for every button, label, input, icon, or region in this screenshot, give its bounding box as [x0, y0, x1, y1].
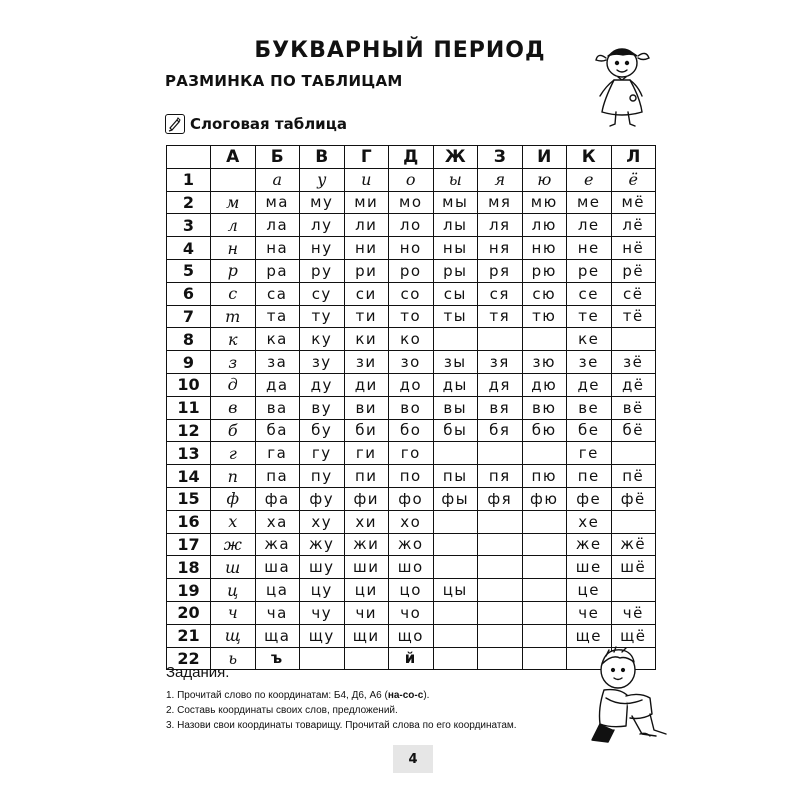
column-header: Ж: [433, 146, 478, 169]
syllable-cell: [522, 647, 567, 670]
syllable-cell: [522, 510, 567, 533]
boy-illustration: [576, 646, 672, 750]
column-header: К: [567, 146, 612, 169]
syllable-cell: зу: [300, 351, 345, 374]
syllable-cell: по: [389, 465, 434, 488]
syllable-cell: ба: [255, 419, 300, 442]
syllable-cell: ме: [567, 191, 612, 214]
syllable-cell: га: [255, 442, 300, 465]
row-number: 8: [167, 328, 211, 351]
syllable-cell: дю: [522, 373, 567, 396]
syllable-cell: не: [567, 237, 612, 260]
syllable-cell: ни: [344, 237, 389, 260]
syllable-cell: че: [567, 601, 612, 624]
syllable-cell: фе: [567, 487, 612, 510]
column-header: Л: [611, 146, 656, 169]
syllable-cell: чу: [300, 601, 345, 624]
syllable-cell: мя: [478, 191, 523, 214]
hand-writing-icon: [165, 114, 185, 134]
tasks-title: Задания.: [166, 664, 230, 681]
row-number: 10: [167, 373, 211, 396]
syllable-cell: ны: [433, 237, 478, 260]
syllable-cell: е: [567, 168, 612, 191]
row-number: 18: [167, 556, 211, 579]
consonant-cell: л: [211, 214, 256, 237]
consonant-cell: ь: [211, 647, 256, 670]
row-number: 1: [167, 168, 211, 191]
syllable-cell: те: [567, 305, 612, 328]
table-row: [167, 191, 656, 214]
syllable-cell: ке: [567, 328, 612, 351]
syllable-cell: ше: [567, 556, 612, 579]
consonant-cell: ц: [211, 579, 256, 602]
syllable-cell: и: [344, 168, 389, 191]
syllable-cell: ся: [478, 282, 523, 305]
table-row: [167, 487, 656, 510]
syllable-cell: [433, 624, 478, 647]
syllable-cell: [300, 647, 345, 670]
syllable-cell: ша: [255, 556, 300, 579]
syllable-cell: мы: [433, 191, 478, 214]
syllable-cell: но: [389, 237, 434, 260]
syllable-cell: й: [389, 647, 434, 670]
syllable-cell: хе: [567, 510, 612, 533]
syllable-cell: лу: [300, 214, 345, 237]
consonant-cell: к: [211, 328, 256, 351]
row-number: 3: [167, 214, 211, 237]
syllable-cell: о: [389, 168, 434, 191]
section-heading: [165, 114, 347, 134]
consonant-cell: з: [211, 351, 256, 374]
syllable-cell: ве: [567, 396, 612, 419]
syllable-cell: то: [389, 305, 434, 328]
syllable-cell: ги: [344, 442, 389, 465]
consonant-cell: р: [211, 259, 256, 282]
row-number: 21: [167, 624, 211, 647]
consonant-cell: т: [211, 305, 256, 328]
consonant-cell: п: [211, 465, 256, 488]
table-row: [167, 533, 656, 556]
syllable-cell: [433, 601, 478, 624]
syllable-cell: пе: [567, 465, 612, 488]
syllable-cell: нё: [611, 237, 656, 260]
syllable-cell: тю: [522, 305, 567, 328]
syllable-cell: на: [255, 237, 300, 260]
syllable-cell: щу: [300, 624, 345, 647]
syllable-cell: ца: [255, 579, 300, 602]
consonant-cell: ф: [211, 487, 256, 510]
syllable-cell: [433, 442, 478, 465]
syllable-cell: бя: [478, 419, 523, 442]
syllable-cell: зо: [389, 351, 434, 374]
syllable-cell: ну: [300, 237, 345, 260]
syllable-cell: бе: [567, 419, 612, 442]
syllable-cell: ща: [255, 624, 300, 647]
syllable-cell: [611, 579, 656, 602]
consonant-cell: х: [211, 510, 256, 533]
syllable-cell: хо: [389, 510, 434, 533]
task-item: [166, 718, 517, 733]
syllable-cell: де: [567, 373, 612, 396]
consonant-cell: н: [211, 237, 256, 260]
syllable-cell: вю: [522, 396, 567, 419]
syllable-cell: ро: [389, 259, 434, 282]
syllable-cell: ля: [478, 214, 523, 237]
syllable-cell: [478, 328, 523, 351]
table-row: [167, 168, 656, 191]
row-number: 4: [167, 237, 211, 260]
task-item: [166, 688, 517, 703]
syllable-cell: ли: [344, 214, 389, 237]
syllable-cell: [478, 442, 523, 465]
syllable-cell: [478, 601, 523, 624]
syllable-cell: ци: [344, 579, 389, 602]
page-number: 4: [393, 745, 433, 773]
table-row: [167, 442, 656, 465]
syllable-cell: [344, 647, 389, 670]
syllable-cell: во: [389, 396, 434, 419]
syllable-cell: зя: [478, 351, 523, 374]
syllable-cell: ъ: [255, 647, 300, 670]
syllable-cell: ще: [567, 624, 612, 647]
syllable-cell: же: [567, 533, 612, 556]
syllable-cell: щё: [611, 624, 656, 647]
row-number: 9: [167, 351, 211, 374]
syllable-cell: [522, 556, 567, 579]
syllable-cell: [522, 442, 567, 465]
consonant-cell: щ: [211, 624, 256, 647]
column-header: В: [300, 146, 345, 169]
table-row: [167, 373, 656, 396]
syllable-cell: тё: [611, 305, 656, 328]
syllable-cell: ву: [300, 396, 345, 419]
task-text: 1. Прочитай слово по координатам: Б4, Д6, А6 (: [166, 690, 388, 701]
row-number: 14: [167, 465, 211, 488]
syllable-cell: жё: [611, 533, 656, 556]
syllable-cell: сы: [433, 282, 478, 305]
syllable-cell: ю: [522, 168, 567, 191]
syllable-cell: ха: [255, 510, 300, 533]
syllable-cell: ды: [433, 373, 478, 396]
table-row: [167, 351, 656, 374]
syllable-cell: що: [389, 624, 434, 647]
syllable-cell: [611, 510, 656, 533]
syllable-cell: фё: [611, 487, 656, 510]
row-number: 16: [167, 510, 211, 533]
syllable-cell: вё: [611, 396, 656, 419]
column-header: А: [211, 146, 256, 169]
table-row: [167, 259, 656, 282]
syllable-cell: го: [389, 442, 434, 465]
syllable-cell: [478, 647, 523, 670]
syllable-cell: пи: [344, 465, 389, 488]
syllable-cell: лё: [611, 214, 656, 237]
column-header: Д: [389, 146, 434, 169]
syllable-cell: фа: [255, 487, 300, 510]
table-row: [167, 419, 656, 442]
task-text: 3. Назови свои координаты товарищу. Прочитай слова по его координатам.: [166, 720, 517, 731]
syllable-cell: [478, 556, 523, 579]
syllable-cell: фы: [433, 487, 478, 510]
syllable-cell: цу: [300, 579, 345, 602]
syllable-cell: зе: [567, 351, 612, 374]
syllable-cell: а: [255, 168, 300, 191]
syllable-cell: лы: [433, 214, 478, 237]
syllable-cell: пё: [611, 465, 656, 488]
consonant-cell: д: [211, 373, 256, 396]
syllable-cell: [478, 624, 523, 647]
syllable-cell: ви: [344, 396, 389, 419]
syllable-cell: па: [255, 465, 300, 488]
syllable-cell: чо: [389, 601, 434, 624]
syllable-cell: [433, 556, 478, 579]
consonant-cell: [211, 168, 256, 191]
column-header: Б: [255, 146, 300, 169]
syllable-cell: зы: [433, 351, 478, 374]
row-number: 11: [167, 396, 211, 419]
syllable-table: [166, 145, 656, 670]
task-text: 2. Составь координаты своих слов, предложений.: [166, 705, 398, 716]
syllable-cell: ня: [478, 237, 523, 260]
syllable-cell: сё: [611, 282, 656, 305]
syllable-cell: жу: [300, 533, 345, 556]
syllable-cell: [433, 510, 478, 533]
syllable-cell: ху: [300, 510, 345, 533]
syllable-cell: ди: [344, 373, 389, 396]
syllable-cell: фю: [522, 487, 567, 510]
table-row: [167, 510, 656, 533]
table-row: [167, 396, 656, 419]
syllable-cell: ры: [433, 259, 478, 282]
syllable-cell: ши: [344, 556, 389, 579]
syllable-cell: [522, 533, 567, 556]
syllable-cell: це: [567, 579, 612, 602]
syllable-cell: ки: [344, 328, 389, 351]
syllable-cell: му: [300, 191, 345, 214]
girl-illustration: [588, 44, 658, 132]
syllable-cell: ку: [300, 328, 345, 351]
syllable-cell: мё: [611, 191, 656, 214]
syllable-cell: до: [389, 373, 434, 396]
syllable-cell: со: [389, 282, 434, 305]
syllable-cell: цо: [389, 579, 434, 602]
syllable-cell: зё: [611, 351, 656, 374]
syllable-cell: си: [344, 282, 389, 305]
consonant-cell: м: [211, 191, 256, 214]
syllable-cell: бю: [522, 419, 567, 442]
syllable-cell: [522, 624, 567, 647]
table-row: [167, 328, 656, 351]
syllable-cell: ру: [300, 259, 345, 282]
syllable-cell: вя: [478, 396, 523, 419]
syllable-cell: [433, 647, 478, 670]
row-number: 7: [167, 305, 211, 328]
syllable-cell: [478, 510, 523, 533]
syllable-cell: шё: [611, 556, 656, 579]
syllable-cell: бо: [389, 419, 434, 442]
consonant-cell: в: [211, 396, 256, 419]
row-number: 20: [167, 601, 211, 624]
table-header-row: [167, 146, 656, 169]
syllable-cell: та: [255, 305, 300, 328]
syllable-cell: жа: [255, 533, 300, 556]
syllable-cell: зю: [522, 351, 567, 374]
row-number: 2: [167, 191, 211, 214]
syllable-cell: [433, 328, 478, 351]
syllable-cell: вы: [433, 396, 478, 419]
syllable-cell: ти: [344, 305, 389, 328]
syllable-cell: шо: [389, 556, 434, 579]
syllable-cell: щи: [344, 624, 389, 647]
syllable-cell: ра: [255, 259, 300, 282]
consonant-cell: ш: [211, 556, 256, 579]
syllable-cell: тя: [478, 305, 523, 328]
column-header: З: [478, 146, 523, 169]
syllable-cell: [522, 328, 567, 351]
syllable-cell: жи: [344, 533, 389, 556]
syllable-cell: [522, 579, 567, 602]
table-row: [167, 282, 656, 305]
syllable-cell: шу: [300, 556, 345, 579]
section-title: Слоговая таблица: [190, 115, 347, 133]
row-number: 15: [167, 487, 211, 510]
syllable-cell: ню: [522, 237, 567, 260]
table-row: [167, 624, 656, 647]
task-text-tail: ).: [423, 690, 430, 701]
syllable-cell: [478, 533, 523, 556]
tasks-list: [166, 688, 517, 733]
task-item: [166, 703, 517, 718]
syllable-cell: ё: [611, 168, 656, 191]
syllable-cell: пя: [478, 465, 523, 488]
syllable-cell: [433, 533, 478, 556]
table-row: [167, 465, 656, 488]
row-number: 19: [167, 579, 211, 602]
syllable-cell: дё: [611, 373, 656, 396]
syllable-cell: су: [300, 282, 345, 305]
syllable-cell: ы: [433, 168, 478, 191]
syllable-cell: чи: [344, 601, 389, 624]
syllable-cell: ло: [389, 214, 434, 237]
syllable-cell: бу: [300, 419, 345, 442]
syllable-cell: ма: [255, 191, 300, 214]
syllable-cell: ре: [567, 259, 612, 282]
syllable-cell: да: [255, 373, 300, 396]
task-answer: на-со-с: [387, 690, 424, 701]
syllable-cell: ря: [478, 259, 523, 282]
syllable-cell: ри: [344, 259, 389, 282]
page-subtitle: РАЗМИНКА ПО ТАБЛИЦАМ: [165, 72, 403, 90]
syllable-cell: ту: [300, 305, 345, 328]
syllable-cell: ко: [389, 328, 434, 351]
syllable-cell: рю: [522, 259, 567, 282]
syllable-cell: [522, 601, 567, 624]
consonant-cell: б: [211, 419, 256, 442]
syllable-cell: дя: [478, 373, 523, 396]
table-row: [167, 305, 656, 328]
syllable-cell: ка: [255, 328, 300, 351]
syllable-cell: ге: [567, 442, 612, 465]
table-row: [167, 601, 656, 624]
syllable-cell: цы: [433, 579, 478, 602]
syllable-cell: жо: [389, 533, 434, 556]
syllable-cell: мо: [389, 191, 434, 214]
consonant-cell: ж: [211, 533, 256, 556]
consonant-cell: с: [211, 282, 256, 305]
syllable-cell: лю: [522, 214, 567, 237]
syllable-cell: пы: [433, 465, 478, 488]
syllable-cell: чё: [611, 601, 656, 624]
column-header: И: [522, 146, 567, 169]
syllable-cell: фо: [389, 487, 434, 510]
syllable-cell: рё: [611, 259, 656, 282]
syllable-cell: [611, 328, 656, 351]
syllable-cell: би: [344, 419, 389, 442]
column-header: Г: [344, 146, 389, 169]
row-number: 17: [167, 533, 211, 556]
table-row: [167, 214, 656, 237]
syllable-cell: фя: [478, 487, 523, 510]
syllable-cell: я: [478, 168, 523, 191]
syllable-cell: ду: [300, 373, 345, 396]
row-number: 22: [167, 647, 211, 670]
syllable-cell: пу: [300, 465, 345, 488]
table-corner-cell: [167, 146, 211, 169]
table-row: [167, 237, 656, 260]
syllable-cell: ча: [255, 601, 300, 624]
syllable-cell: [478, 579, 523, 602]
consonant-cell: ч: [211, 601, 256, 624]
syllable-cell: гу: [300, 442, 345, 465]
syllable-cell: хи: [344, 510, 389, 533]
syllable-cell: зи: [344, 351, 389, 374]
syllable-cell: пю: [522, 465, 567, 488]
syllable-cell: бё: [611, 419, 656, 442]
syllable-cell: се: [567, 282, 612, 305]
syllable-cell: ва: [255, 396, 300, 419]
syllable-cell: ми: [344, 191, 389, 214]
syllable-cell: за: [255, 351, 300, 374]
syllable-cell: фу: [300, 487, 345, 510]
syllable-cell: ла: [255, 214, 300, 237]
table-row: [167, 556, 656, 579]
syllable-cell: ле: [567, 214, 612, 237]
row-number: 12: [167, 419, 211, 442]
consonant-cell: г: [211, 442, 256, 465]
table-row: [167, 579, 656, 602]
syllable-cell: ты: [433, 305, 478, 328]
syllable-cell: бы: [433, 419, 478, 442]
syllable-cell: сю: [522, 282, 567, 305]
row-number: 5: [167, 259, 211, 282]
page-title: БУКВАРНЫЙ ПЕРИОД: [254, 38, 546, 63]
syllable-cell: у: [300, 168, 345, 191]
row-number: 6: [167, 282, 211, 305]
row-number: 13: [167, 442, 211, 465]
syllable-cell: [611, 442, 656, 465]
syllable-cell: са: [255, 282, 300, 305]
syllable-cell: мю: [522, 191, 567, 214]
syllable-cell: фи: [344, 487, 389, 510]
